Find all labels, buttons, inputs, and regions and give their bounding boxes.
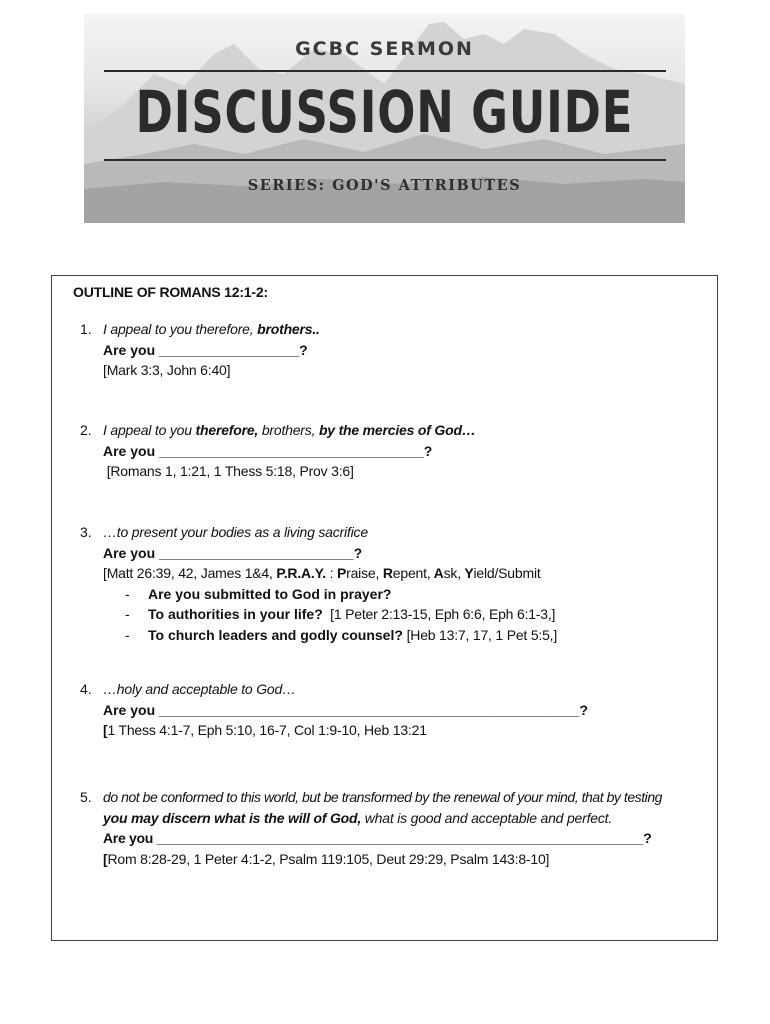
scripture-line: …to present your bodies as a living sacrifice — [103, 524, 368, 540]
item-number: 4. — [80, 681, 92, 697]
banner-kicker: GCBC SERMON — [295, 38, 474, 60]
banner-series: SERIES: GOD'S ATTRIBUTES — [247, 177, 522, 194]
scripture-line: do not be conformed to this world, but be transformed by the renewal of your mind, that by testing — [103, 789, 663, 805]
sub-question-prayer: - Are you submitted to God in prayer? — [125, 585, 392, 602]
sub-question-authorities: - To authorities in your life? [1 Peter 2:13-15, Eph 6:6, Eph 6:1-3,] — [125, 606, 556, 622]
scripture-line: I appeal to you therefore, brothers, by the mercies of God… — [103, 422, 476, 438]
references: [Rom 8:28-29, 1 Peter 4:1-2, Psalm 119:105, Deut 29:29, Psalm 143:8-10] — [103, 850, 550, 867]
item-number: 1. — [80, 321, 92, 337]
references: [Romans 1, 1:21, 1 Thess 5:18, Prov 3:6] — [103, 463, 354, 479]
header-banner — [84, 14, 685, 223]
banner-divider-top — [104, 70, 666, 72]
banner-divider-bottom — [104, 159, 666, 161]
outline-heading: OUTLINE OF ROMANS 12:1-2: — [73, 284, 268, 300]
scripture-line-continued: you may discern what is the will of God, what is good and acceptable and perfect. — [103, 809, 613, 826]
scripture-line: I appeal to you therefore, brothers.. — [103, 321, 320, 337]
question-prompt: Are you _________________________? — [103, 544, 363, 561]
item-number: 5. — [80, 789, 92, 805]
references: [Mark 3:3, John 6:40] — [103, 362, 231, 378]
question-prompt: Are you __________________________________? — [103, 442, 433, 459]
sub-question-church-leaders: - To church leaders and godly counsel? [Heb 13:7, 17, 1 Pet 5:5,] — [125, 626, 558, 643]
question-prompt: Are you ______________________________________________________? — [103, 701, 589, 718]
references: [1 Thess 4:1-7, Eph 5:10, 16-7, Col 1:9-10, Heb 13:21 — [103, 722, 427, 738]
references: [Matt 26:39, 42, James 1&4, P.R.A.Y. : Praise, Repent, Ask, Yield/Submit — [103, 565, 541, 581]
banner-title: DISCUSSION GUIDE — [135, 78, 634, 146]
item-number: 3. — [80, 524, 92, 540]
question-prompt: Are you __________________? — [103, 341, 308, 358]
item-number: 2. — [80, 422, 92, 438]
question-prompt: Are you _________________________________________________________________? — [103, 830, 652, 846]
scripture-line: …holy and acceptable to God… — [103, 681, 296, 697]
